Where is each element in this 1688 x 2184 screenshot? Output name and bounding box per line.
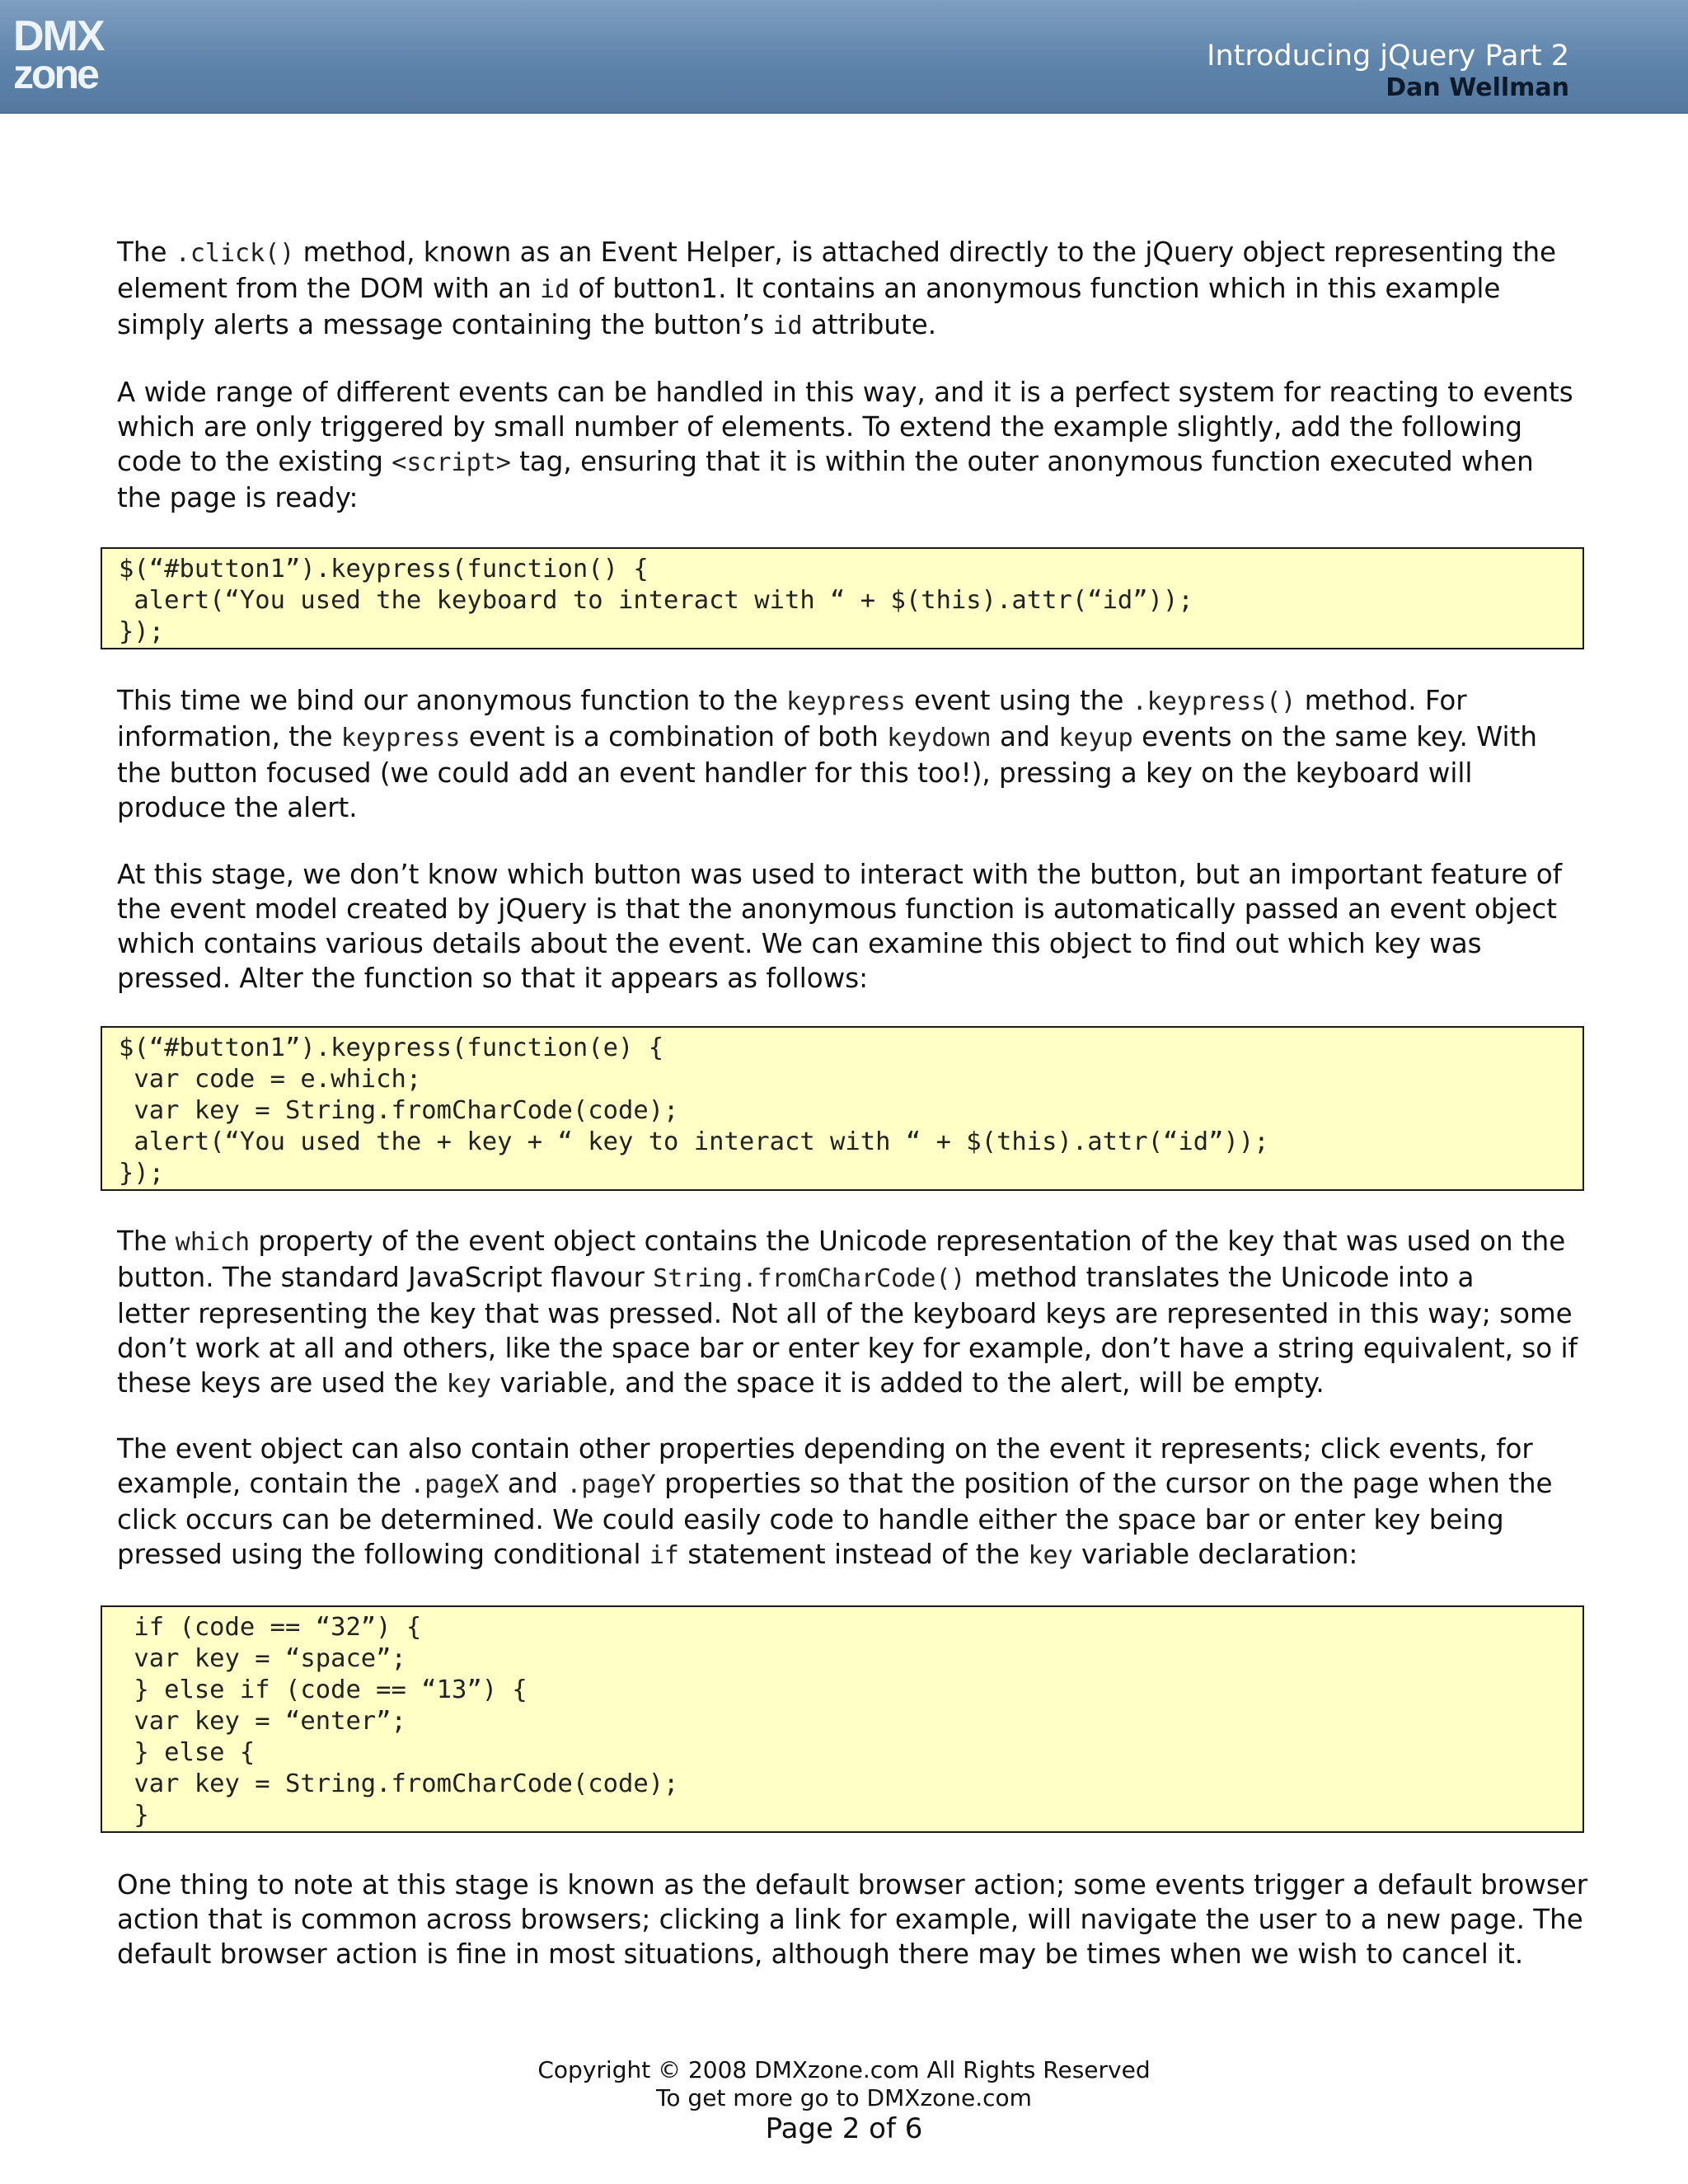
code-line: var key = String.fromCharCode(code); (119, 1096, 679, 1125)
text-line: The which property of the event object contains the Unicode representation of the key that was used on the (117, 1226, 1566, 1257)
inline-code: <script> (392, 448, 511, 477)
text-line: which contains various details about the event. We can examine this object to find out which key was (117, 928, 1482, 959)
text-line: The .click() method, known as an Event Helper, is attached directly to the jQuery object representing the (117, 237, 1557, 268)
text-line: One thing to note at this stage is known as the default browser action; some events trigger a default browser (117, 1869, 1588, 1900)
inline-code: keyup (1058, 724, 1133, 752)
text-line: the page is ready: (117, 482, 359, 513)
text-line: information, the keypress event is a combination of both keydown and keyup events on the same key. With (117, 721, 1537, 752)
inline-code: .click() (175, 239, 295, 268)
inline-code: String.fromCharCode() (653, 1264, 966, 1293)
inline-code: .keypress() (1132, 687, 1296, 716)
logo-text-bottom: zone (13, 51, 97, 97)
code-line: } else { (119, 1738, 256, 1767)
code-line: alert(“You used the + key + “ key to interact with “ + $(this).attr(“id”)); (119, 1127, 1269, 1156)
inline-code: key (446, 1370, 491, 1399)
footer-page-number: Page 2 of 6 (765, 2112, 923, 2145)
code-line: var key = “enter”; (119, 1707, 406, 1736)
text-line: click occurs can be determined. We could easily code to handle either the space bar or enter key being (117, 1504, 1504, 1535)
paragraph-6 (117, 1432, 1553, 1573)
text-line: button. The standard JavaScript flavour String.fromCharCode() method translates the Unicode into a (117, 1262, 1475, 1293)
inline-code: key (1028, 1541, 1073, 1570)
document-title: Introducing jQuery Part 2 (1207, 40, 1569, 73)
text-line: example, contain the .pageX and .pageY properties so that the position of the cursor on the page when the (117, 1468, 1553, 1499)
text-line: which are only triggered by small number of elements. To extend the example slightly, add the following (117, 411, 1523, 443)
text-line: pressed. Alter the function so that it appears as follows: (117, 963, 869, 994)
code-line: } (119, 1801, 149, 1830)
text-line: default browser action is fine in most situations, although there may be times when we wish to cancel it. (117, 1938, 1524, 1970)
code-line: var code = e.which; (119, 1065, 422, 1094)
text-line: A wide range of different events can be handled in this way, and it is a perfect system for reacting to events (117, 377, 1573, 408)
code-block-3 (101, 1605, 1584, 1833)
code-line: } else if (code == “13”) { (119, 1675, 528, 1704)
footer-more-link-text: To get more go to DMXzone.com (656, 2084, 1032, 2111)
inline-code: id (772, 312, 803, 340)
code-line: }); (119, 617, 165, 646)
text-line: the event model created by jQuery is that the anonymous function is automatically passed an event object (117, 893, 1558, 925)
code-block-2 (101, 1026, 1584, 1191)
text-line: pressed using the following conditional if statement instead of the key variable declaration: (117, 1539, 1358, 1570)
text-line: This time we bind our anonymous function to the keypress event using the .keypress() method. For (117, 685, 1467, 716)
code-line: $(“#button1”).keypress(function(e) { (119, 1033, 664, 1062)
paragraph-1 (117, 235, 1556, 344)
text-line: At this stage, we don’t know which button was used to interact with the button, but an important feature of (117, 859, 1563, 890)
code-line: if (code == “32”) { (119, 1613, 422, 1642)
paragraph-5 (117, 1224, 1578, 1402)
text-line: produce the alert. (117, 792, 358, 823)
text-line: simply alerts a message containing the button’s id attribute. (117, 309, 937, 340)
footer-copyright: Copyright © 2008 DMXzone.com All Rights Reserved (537, 2056, 1151, 2083)
inline-code: keydown (887, 724, 992, 752)
document-header (0, 0, 1688, 114)
inline-code: keypress (786, 687, 906, 716)
code-line: alert(“You used the keyboard to interact with “ + $(this).attr(“id”)); (119, 586, 1193, 615)
paragraph-2 (117, 375, 1573, 515)
text-line: The event object can also contain other properties depending on the event it represents; click events, for (117, 1433, 1533, 1465)
inline-code: .pageY (566, 1470, 656, 1499)
code-line: var key = “space”; (119, 1644, 406, 1673)
text-line: action that is common across browsers; clicking a link for example, will navigate the user to a new page. The (117, 1904, 1583, 1935)
text-line: letter representing the key that was pressed. Not all of the keyboard keys are represented in this way; some (117, 1298, 1573, 1329)
paragraph-4 (117, 857, 1562, 996)
paragraph-7 (117, 1868, 1587, 1971)
inline-code: which (175, 1228, 251, 1257)
document-author: Dan Wellman (1386, 73, 1569, 102)
text-line: element from the DOM with an id of button1. It contains an anonymous function which in this example (117, 273, 1501, 304)
inline-code: .pageX (410, 1470, 499, 1499)
paragraph-3 (117, 683, 1537, 825)
dmxzone-logo (12, 12, 110, 97)
text-line: code to the existing <script> tag, ensuring that it is within the outer anonymous function executed when (117, 446, 1534, 477)
logo-text-top: DMX (13, 12, 104, 60)
code-line: $(“#button1”).keypress(function() { (119, 555, 649, 583)
inline-code: if (649, 1541, 679, 1570)
text-line: the button focused (we could add an event handler for this too!), pressing a key on the keyboard will (117, 757, 1473, 789)
inline-code: keypress (340, 724, 461, 752)
inline-code: id (540, 275, 570, 304)
code-block-1 (101, 547, 1584, 649)
code-line: }); (119, 1159, 165, 1188)
code-line: var key = String.fromCharCode(code); (119, 1769, 679, 1798)
text-line: these keys are used the key variable, and the space it is added to the alert, will be empty. (117, 1367, 1325, 1399)
text-line: don’t work at all and others, like the space bar or enter key for example, don’t have a string equivalent, so if (117, 1333, 1578, 1364)
